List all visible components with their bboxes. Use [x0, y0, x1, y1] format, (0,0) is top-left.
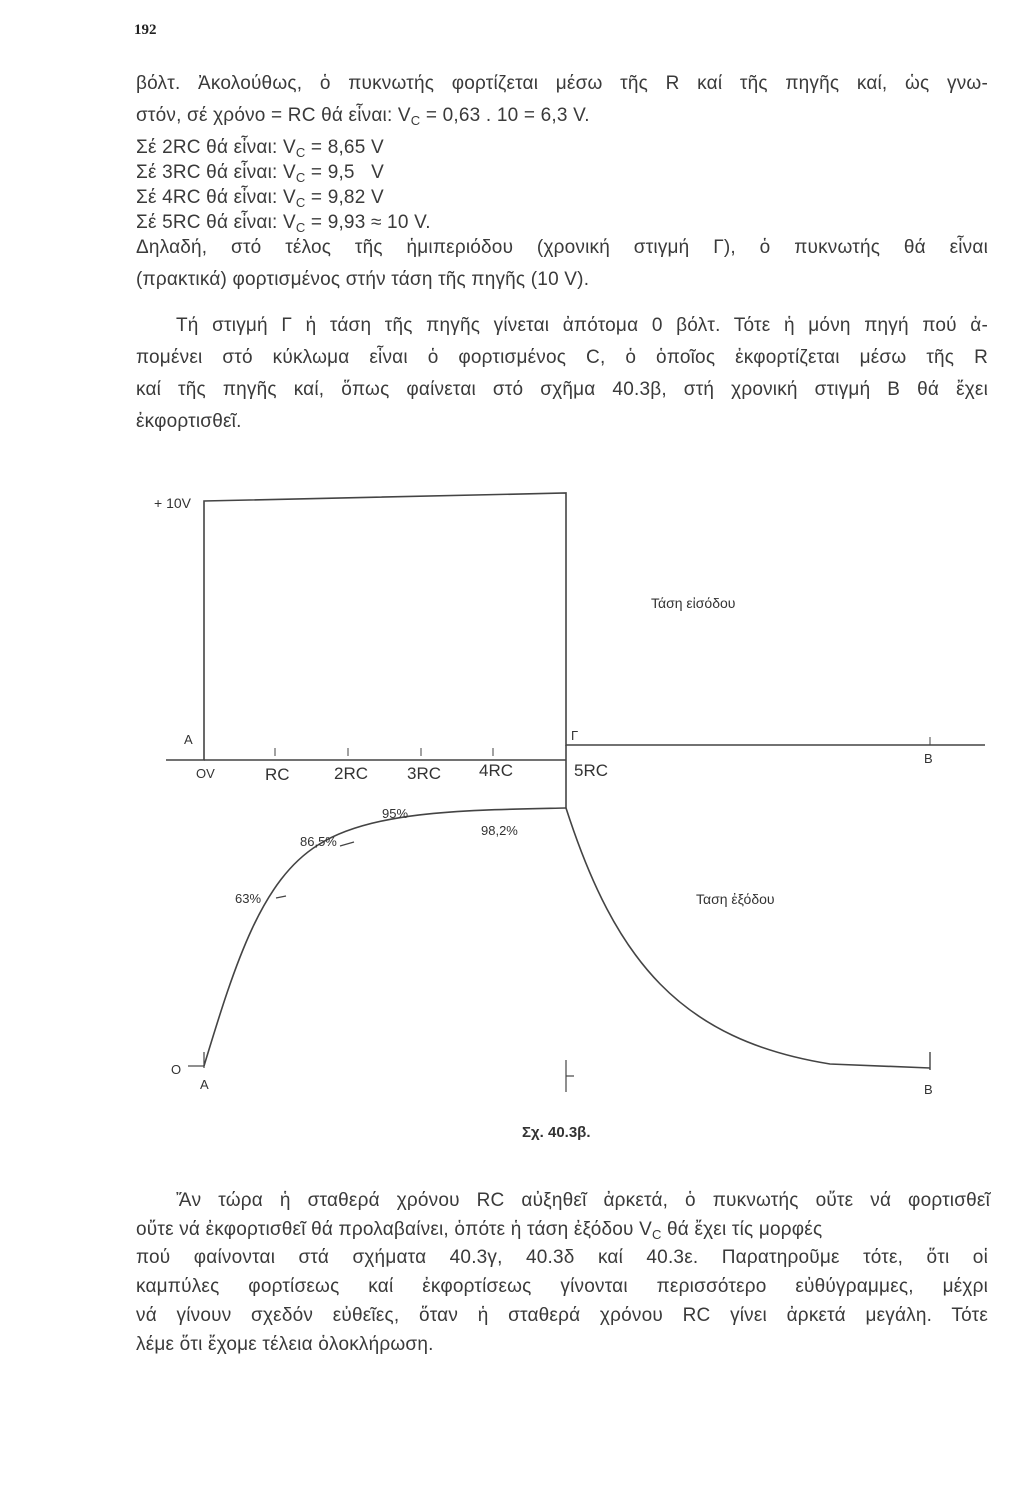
- figure-caption: Σχ. 40.3β.: [522, 1124, 591, 1141]
- text-fragment: = 9,82 V: [305, 187, 384, 208]
- text-line: [136, 1218, 822, 1247]
- pointer-63: [276, 896, 286, 898]
- label-5rc: 5RC: [574, 761, 609, 780]
- text-fragment: = 9,93 ≈ 10 V.: [305, 212, 431, 233]
- text-line: Τή στιγμή Γ ἡ τάση τῆς πηγῆς γίνεται ἀπότομα 0 βόλτ. Τότε ἡ μόνη πηγή πού ἀ-: [176, 315, 988, 336]
- text-fragment: στόν, σέ χρόνο = RC θά εἶναι: V: [136, 105, 411, 126]
- text-line: καί τῆς πηγῆς καί, ὅπως φαίνεται στό σχῆμα 40.3β, στή χρονική στιγμή Β θά ἔχει: [136, 379, 988, 400]
- text-line: νά γίνουν σχεδόν εὐθεῖες, ὅταν ἡ σταθερά χρόνου RC γίνει ἀρκετά μεγάλη. Τότε: [136, 1305, 988, 1326]
- label-0v: OV: [196, 766, 215, 781]
- label-865-percent: 86,5%: [300, 834, 337, 849]
- text-line: πομένει στό κύκλωμα εἶναι ὁ φορτισμένος C, ὁ ὁποῖος ἐκφορτίζεται μέσω τῆς R: [136, 347, 988, 368]
- label-point-a-bottom: A: [200, 1077, 209, 1092]
- label-point-a-top: A: [184, 732, 193, 747]
- text-fragment: Σέ 5RC θά εἶναι: V: [136, 212, 296, 233]
- label-63-percent: 63%: [235, 891, 262, 906]
- text-fragment: = 0,63 . 10 = 6,3 V.: [420, 105, 590, 126]
- text-fragment: Σέ 4RC θά εἶναι: V: [136, 187, 296, 208]
- label-point-g: Γ: [571, 728, 579, 743]
- text-line: (πρακτικά) φορτισμένος στήν τάση τῆς πηγῆς (10 V).: [136, 269, 590, 290]
- label-2rc: 2RC: [334, 764, 369, 783]
- label-point-b-top: B: [924, 751, 933, 766]
- page-number: 192: [134, 22, 157, 38]
- subscript: C: [295, 220, 306, 235]
- label-95-percent: 95%: [382, 806, 409, 821]
- text-line: βόλτ. Ἀκολούθως, ὁ πυκνωτής φορτίζεται μέσω τῆς R καί τῆς πηγῆς καί, ὡς γνω-: [136, 73, 988, 94]
- text-line: Ἄν τώρα ἡ σταθερά χρόνου RC αὐξηθεῖ ἀρκετά, ὁ πυκνωτής οὔτε νά φορτισθεῖ: [176, 1190, 990, 1211]
- text-fragment: οὔτε νά ἐκφορτισθεῖ θά προλαβαίνει, ὁπότε ἡ τάση ἐξόδου V: [136, 1219, 652, 1240]
- subscript: C: [410, 113, 421, 128]
- label-output-voltage: Ταση ἐξόδου: [696, 891, 775, 907]
- text-fragment: = 8,65 V: [305, 137, 384, 158]
- input-waveform: [166, 493, 985, 760]
- charging-curve: [204, 808, 566, 1066]
- text-line: Δηλαδή, στό τέλος τῆς ἡμιπεριόδου (χρονική στιγμή Γ), ὁ πυκνωτής θά εἶναι: [136, 237, 988, 258]
- label-rc: RC: [265, 765, 290, 784]
- discharging-curve: [566, 808, 930, 1068]
- label-3rc: 3RC: [407, 764, 442, 783]
- text-fragment: Σέ 3RC θά εἶναι: V: [136, 162, 296, 183]
- text-fragment: θά ἔχει τίς μορφές: [661, 1219, 823, 1240]
- text-line: λέμε ὅτι ἔχομε τέλεια ὁλοκλήρωση.: [136, 1334, 434, 1355]
- text-fragment: = 9,5 V: [305, 162, 385, 183]
- text-line: καμπύλες φορτίσεως καί ἐκφορτίσεως γίνονται περισσότερο εὐθύγραμμες, μέχρι: [136, 1276, 988, 1297]
- text-line: πού φαίνονται στά σχήματα 40.3γ, 40.3δ καί 40.3ε. Παρατηροῦμε τότε, ὅτι οἱ: [136, 1247, 988, 1268]
- label-input-voltage: Τάση εἰσόδου: [651, 595, 736, 611]
- subscript: C: [295, 195, 306, 210]
- pointer-865: [340, 842, 354, 846]
- subscript: C: [295, 170, 306, 185]
- subscript: C: [651, 1227, 662, 1242]
- subscript: C: [295, 145, 306, 160]
- label-point-b-bottom: B: [924, 1082, 933, 1097]
- label-zero: O: [171, 1062, 182, 1077]
- label-982-percent: 98,2%: [481, 823, 518, 838]
- label-4rc: 4RC: [479, 761, 514, 780]
- label-plus-10v: + 10V: [154, 495, 191, 511]
- text-fragment: Σέ 2RC θά εἶναι: V: [136, 137, 296, 158]
- text-line: ἐκφορτισθεῖ.: [136, 411, 242, 432]
